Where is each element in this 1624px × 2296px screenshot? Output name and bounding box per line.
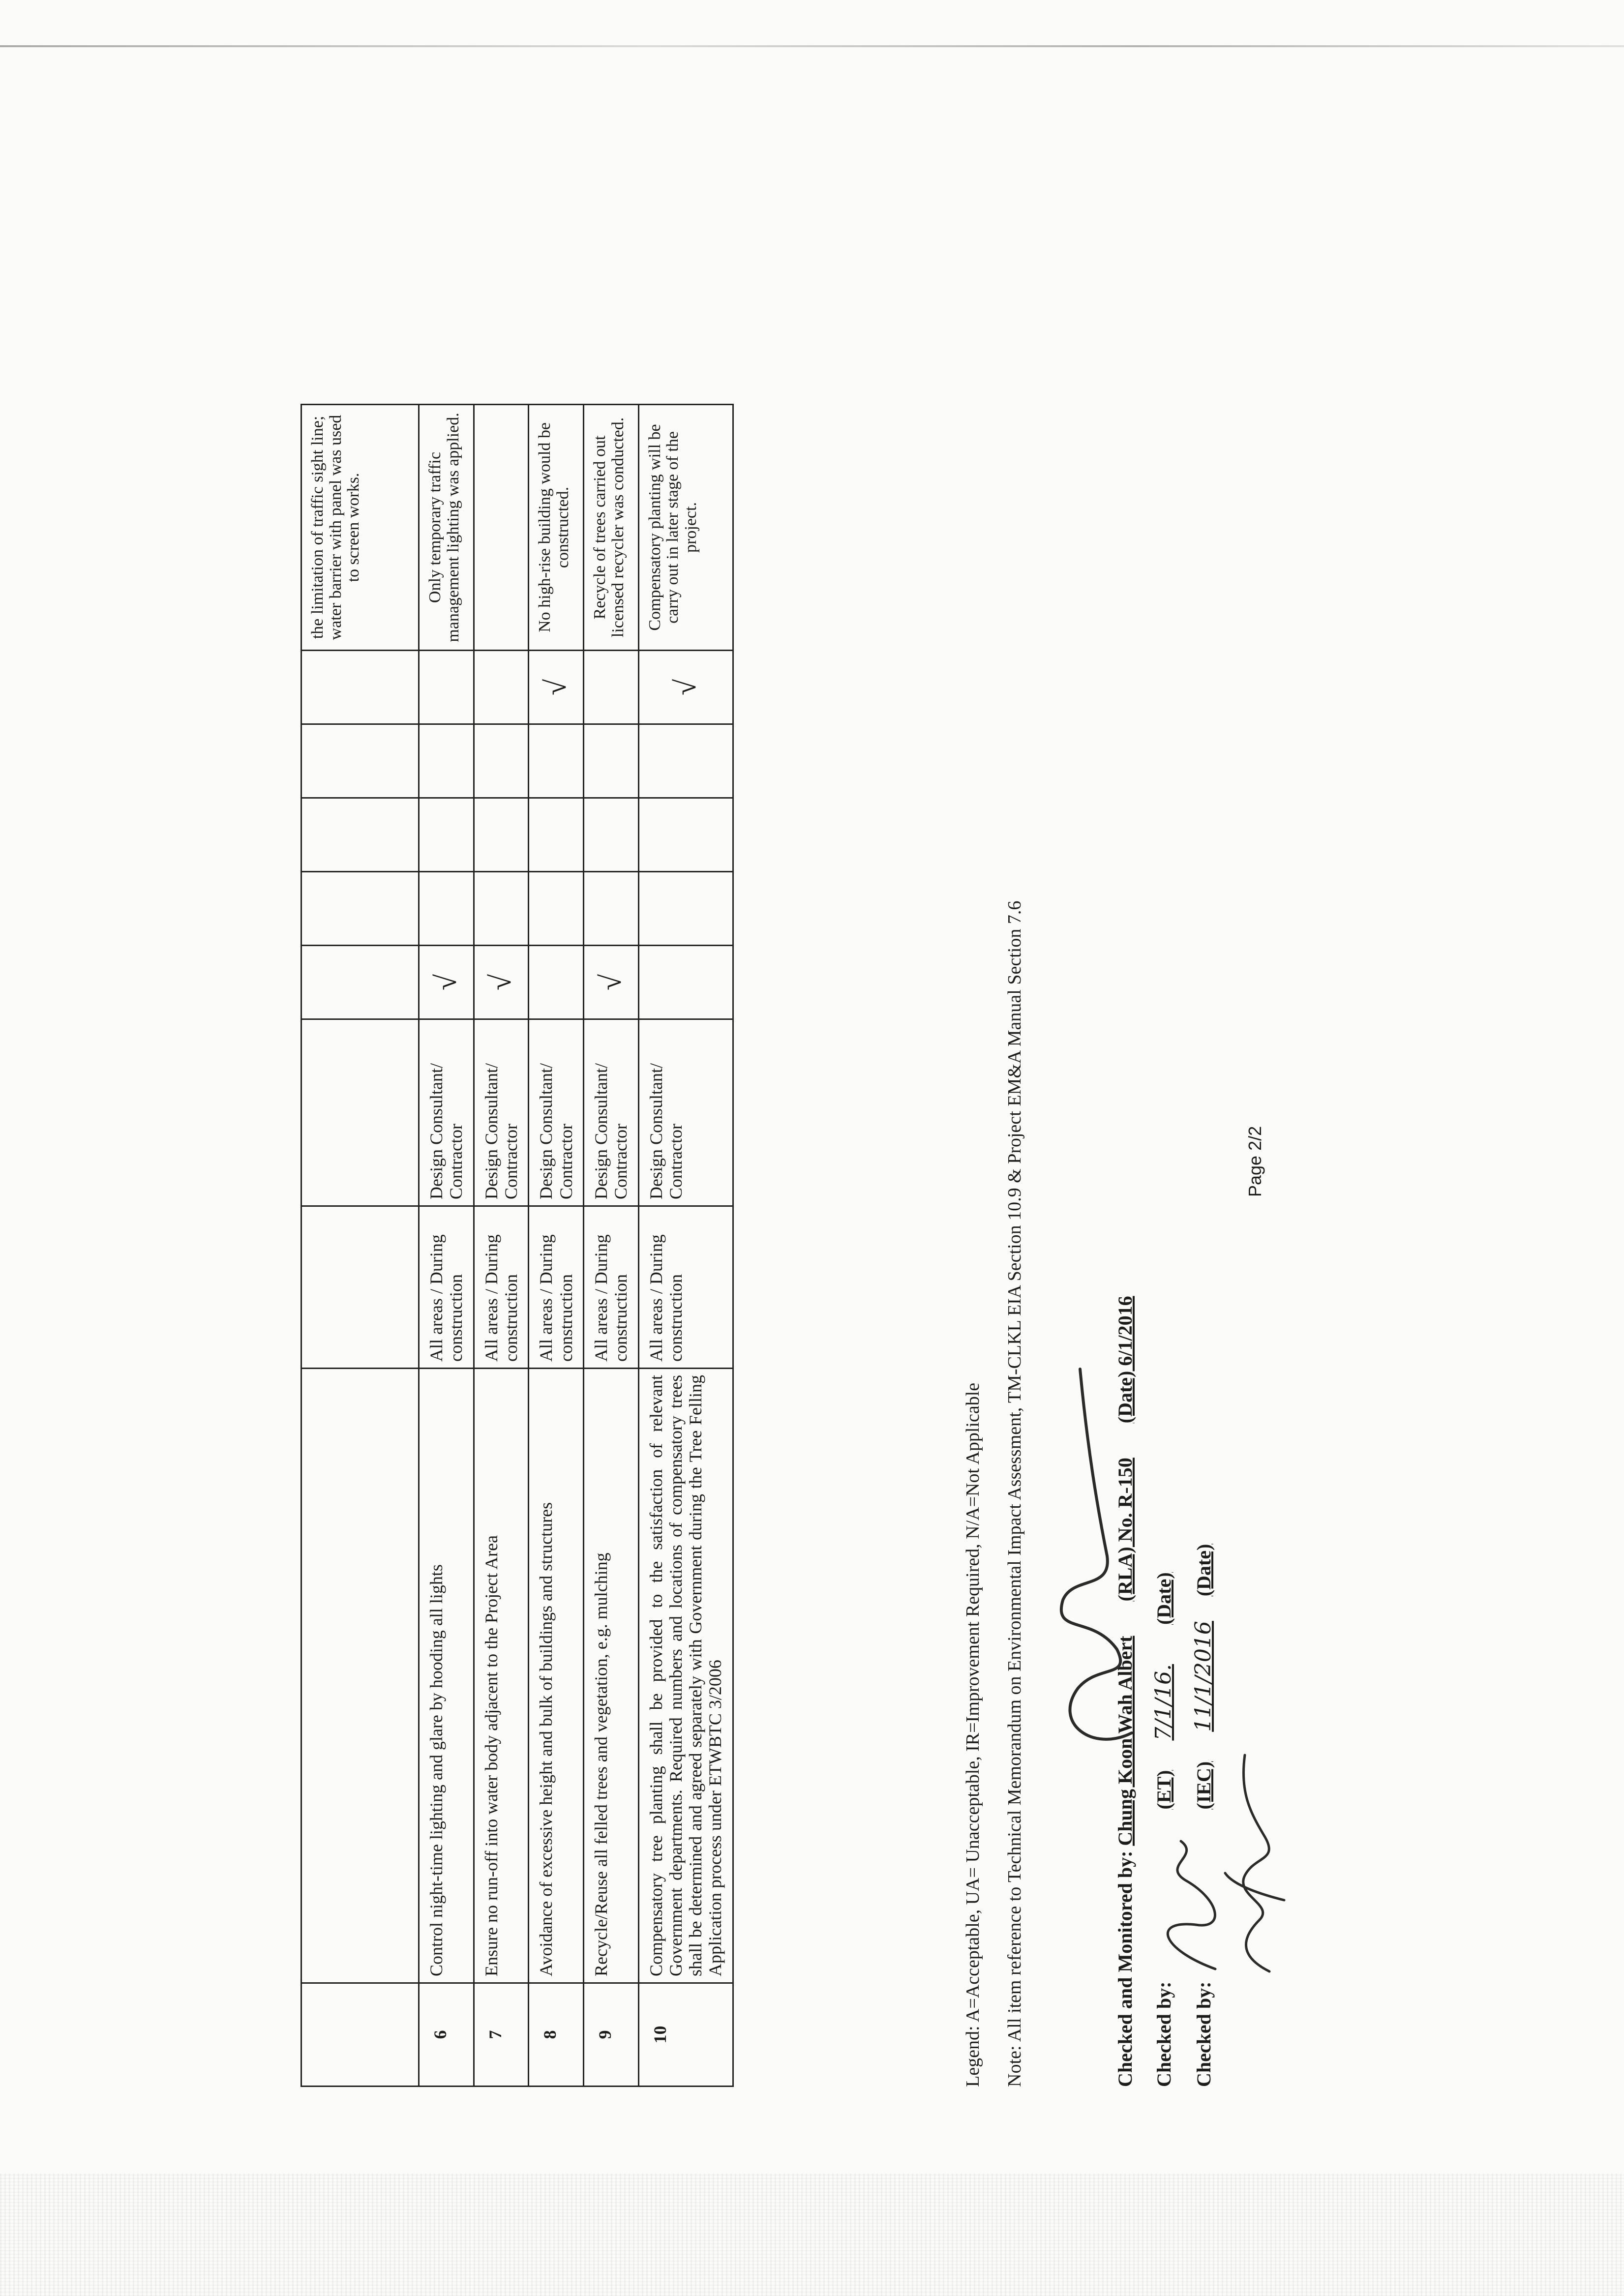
- implementation-agent-cell: Design Consultant/ Contractor: [474, 1019, 529, 1206]
- item-number-cell: 9: [583, 1983, 638, 2087]
- remarks-cell: the limitation of traffic sight line; water barrier with panel was used to screen works.: [301, 405, 419, 651]
- item-number-cell: 7: [474, 1983, 529, 2087]
- status-tick-cell: √: [529, 651, 584, 724]
- remarks-cell: [474, 405, 529, 651]
- status-tick-cell: √: [474, 946, 529, 1019]
- et-date-label: (Date): [1153, 1572, 1175, 1625]
- status-tick-cell: [419, 724, 474, 798]
- location-timing-cell: All areas / During construction: [529, 1206, 584, 1369]
- location-timing-cell: All areas / During construction: [583, 1206, 638, 1369]
- location-timing-cell: All areas / During construction: [474, 1206, 529, 1369]
- status-tick-cell: [529, 724, 584, 798]
- mitigation-measure-cell: Compensatory tree planting shall be provided to the satisfaction of relevant Government departments. Required numbers and locations of compensatory trees shall be determined and agreed separately with Government during the Tree Felling Application process under ETWBTC 3/2006: [638, 1369, 733, 1983]
- status-tick-cell: [419, 651, 474, 724]
- status-tick-cell: [301, 651, 419, 724]
- remarks-cell: Recycle of trees carried out licensed recycler was conducted.: [583, 405, 638, 651]
- implementation-agent-cell: Design Consultant/ Contractor: [419, 1019, 474, 1206]
- signature-iec-icon: [1215, 1748, 1299, 1979]
- table-row: [529, 405, 584, 2087]
- status-tick-cell: [638, 724, 733, 798]
- status-tick-cell: [301, 798, 419, 872]
- implementation-agent-cell: [301, 1019, 419, 1206]
- item-number-cell: 6: [419, 1983, 474, 2087]
- table-row: [301, 405, 419, 2087]
- table-row: [419, 405, 474, 2087]
- table-row: [638, 405, 733, 2087]
- reference-note: Note: All item reference to Technical Memorandum on Environmental Impact Assessment, TM-CLKL EIA Section 10.9 & Project EM&A Manual Section 7.6: [1004, 900, 1025, 2087]
- status-tick-cell: [529, 946, 584, 1019]
- status-tick-cell: [638, 946, 733, 1019]
- item-number-cell: 10: [638, 1983, 733, 2087]
- status-tick-cell: [419, 798, 474, 872]
- status-tick-cell: [419, 872, 474, 946]
- status-tick-cell: [301, 724, 419, 798]
- monitored-date: (Date) 6/1/2016: [1114, 1296, 1136, 1424]
- status-tick-cell: [529, 798, 584, 872]
- rla-number: (RLA) No. R-150: [1114, 1458, 1136, 1602]
- iec-handwritten-date: 11/1/2016: [1191, 1621, 1216, 1732]
- mitigation-measure-cell: [301, 1369, 419, 1983]
- page-number: Page 2/2: [1245, 1126, 1265, 1197]
- status-tick-cell: [583, 798, 638, 872]
- status-tick-cell: [529, 872, 584, 946]
- remarks-cell: Compensatory planting will be carry out in later stage of the project.: [638, 405, 733, 651]
- mitigation-measure-cell: Recycle/Reuse all felled trees and vegetation, e.g. mulching: [583, 1369, 638, 1983]
- checked-monitored-label: Checked and Monitored by:: [1114, 1850, 1136, 2087]
- mitigation-measure-cell: Ensure no run-off into water body adjacent to the Project Area: [474, 1369, 529, 1983]
- status-tick-cell: [474, 651, 529, 724]
- implementation-agent-cell: Design Consultant/ Contractor: [583, 1019, 638, 1206]
- implementation-agent-cell: Design Consultant/ Contractor: [638, 1019, 733, 1206]
- status-tick-cell: √: [419, 946, 474, 1019]
- rotated-page-content: [25, 41, 1304, 2254]
- et-role: (ET): [1153, 1770, 1175, 1810]
- status-tick-cell: √: [583, 946, 638, 1019]
- table-row: [474, 405, 529, 2087]
- status-tick-cell: [638, 798, 733, 872]
- legend: Legend: A=Acceptable, UA= Unacceptable, IR=Improvement Required, N/A=Not Applicable: [962, 1382, 983, 2087]
- iec-date-label: (Date): [1193, 1544, 1215, 1597]
- status-tick-cell: [474, 724, 529, 798]
- status-tick-cell: [583, 872, 638, 946]
- status-tick-cell: [301, 946, 419, 1019]
- remarks-cell: Only temporary traffic management lighting was applied.: [419, 405, 474, 651]
- remarks-cell: No high-rise building would be constructed.: [529, 405, 584, 651]
- location-timing-cell: All areas / During construction: [638, 1206, 733, 1369]
- item-number-cell: [301, 1983, 419, 2087]
- status-tick-cell: √: [638, 651, 733, 724]
- status-tick-cell: [583, 651, 638, 724]
- iec-role: (IEC): [1193, 1761, 1215, 1810]
- implementation-agent-cell: Design Consultant/ Contractor: [529, 1019, 584, 1206]
- location-timing-cell: All areas / During construction: [419, 1206, 474, 1369]
- signature-albert-icon: [1033, 1359, 1161, 1762]
- mitigation-measure-cell: Avoidance of excessive height and bulk of buildings and structures: [529, 1369, 584, 1983]
- checked-by-iec-label: Checked by:: [1193, 1981, 1215, 2087]
- location-timing-cell: [301, 1206, 419, 1369]
- status-tick-cell: [638, 872, 733, 946]
- et-handwritten-date: 7/1/16.: [1151, 1664, 1176, 1741]
- checked-by-et-label: Checked by:: [1153, 1981, 1175, 2087]
- status-tick-cell: [474, 872, 529, 946]
- checked-monitored-name: Chung Koon Wah Albert: [1114, 1636, 1136, 1846]
- item-number-cell: 8: [529, 1983, 584, 2087]
- mitigation-measure-cell: Control night-time lighting and glare by hooding all lights: [419, 1369, 474, 1983]
- status-tick-cell: [301, 872, 419, 946]
- status-tick-cell: [583, 724, 638, 798]
- mitigation-checklist-table: [301, 404, 734, 2087]
- table-body: [301, 405, 733, 2087]
- status-tick-cell: [474, 798, 529, 872]
- table-row: [583, 405, 638, 2087]
